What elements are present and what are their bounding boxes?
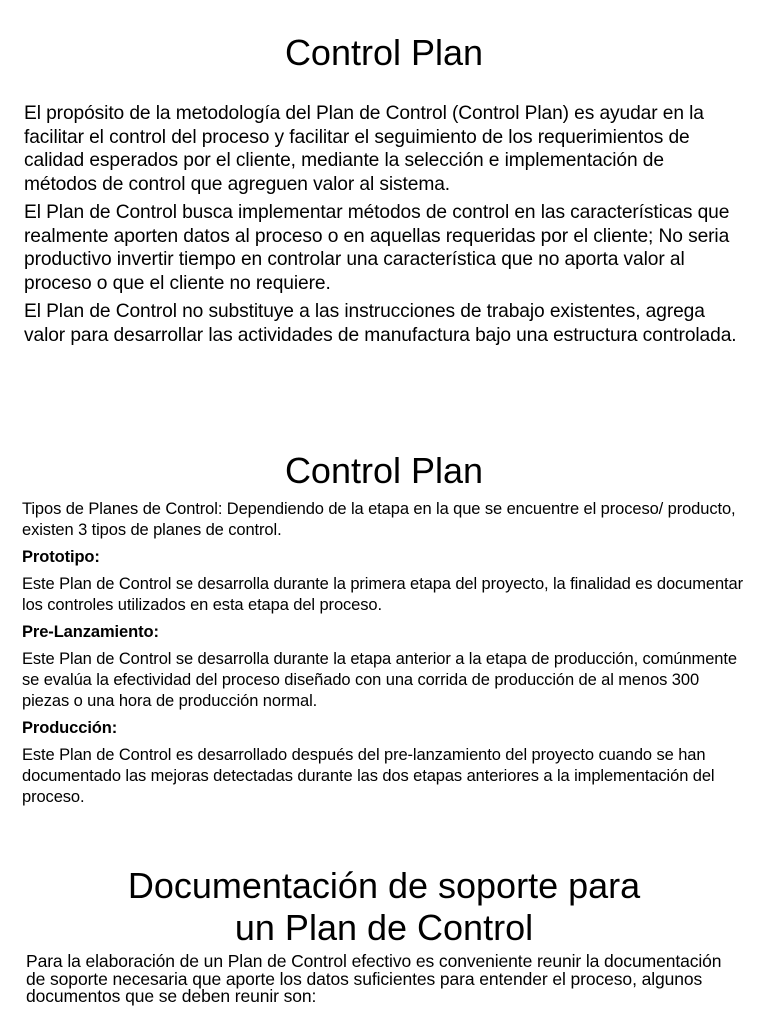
slide-3-body bbox=[0, 949, 768, 1006]
section-heading-pre-lanzamiento: Pre-Lanzamiento: bbox=[22, 623, 159, 641]
slide-3-title-line-2: un Plan de Control bbox=[234, 907, 534, 948]
slide-2-intro: Tipos de Planes de Control: Dependiendo de la etapa en la que se encuentre el proceso/ producto, existen 3 tipos de planes de control. bbox=[22, 500, 736, 539]
slide-3-title bbox=[0, 862, 768, 949]
section-heading-produccion: Producción: bbox=[22, 719, 118, 737]
slide-1-paragraph-3: El Plan de Control no substituye a las instrucciones de trabajo existentes, agrega valor para desarrollar las actividades de manufactura bajo una estructura controlada. bbox=[24, 301, 737, 346]
section-heading-prototipo: Prototipo: bbox=[22, 548, 100, 566]
slide-2 bbox=[0, 448, 768, 814]
section-text-prototipo: Este Plan de Control se desarrolla durante la primera etapa del proyecto, la finalidad es documentar los controles utilizados en esta etapa del proceso. bbox=[22, 575, 744, 614]
slide-2-body bbox=[0, 498, 768, 808]
slide-2-title: Control Plan bbox=[284, 450, 484, 491]
slide-3 bbox=[0, 862, 768, 1006]
slide-1 bbox=[0, 0, 768, 352]
slide-3-paragraph: Para la elaboración de un Plan de Control efectivo es conveniente reunir la documentación de soporte necesaria que aporte los datos suficientes para entender el proceso, algunos documentos que se deben reunir son: bbox=[26, 951, 722, 1006]
slide-1-title: Control Plan bbox=[284, 32, 484, 73]
section-text-pre-lanzamiento: Este Plan de Control se desarrolla durante la etapa anterior a la etapa de producción, comúnmente se evalúa la efectividad del proceso diseñado con una corrida de producción de al menos 300 piezas o una hora de producción normal. bbox=[22, 650, 737, 710]
slide-1-paragraph-1: El propósito de la metodología del Plan de Control (Control Plan) es ayudar en la facilitar el control del proceso y facilitar el seguimiento de los requerimientos de calidad esperados por el cliente, mediante la selección e implementación de métodos de control que agreguen valor al sistema. bbox=[24, 103, 704, 195]
section-text-produccion: Este Plan de Control es desarrollado después del pre-lanzamiento del proyecto cuando se han documentado las mejoras detectadas durante las dos etapas anteriores a la implementación del proceso. bbox=[22, 746, 715, 806]
slide-3-title-line-1: Documentación de soporte para bbox=[127, 865, 641, 906]
slide-1-body bbox=[0, 78, 768, 347]
slide-1-paragraph-2: El Plan de Control busca implementar métodos de control en las características que realmente aporten datos al proceso o en aquellas requeridas por el cliente; No seria productivo invertir tiempo en controlar una característica que no aporta valor al proceso o que el cliente no requiere. bbox=[24, 202, 730, 294]
